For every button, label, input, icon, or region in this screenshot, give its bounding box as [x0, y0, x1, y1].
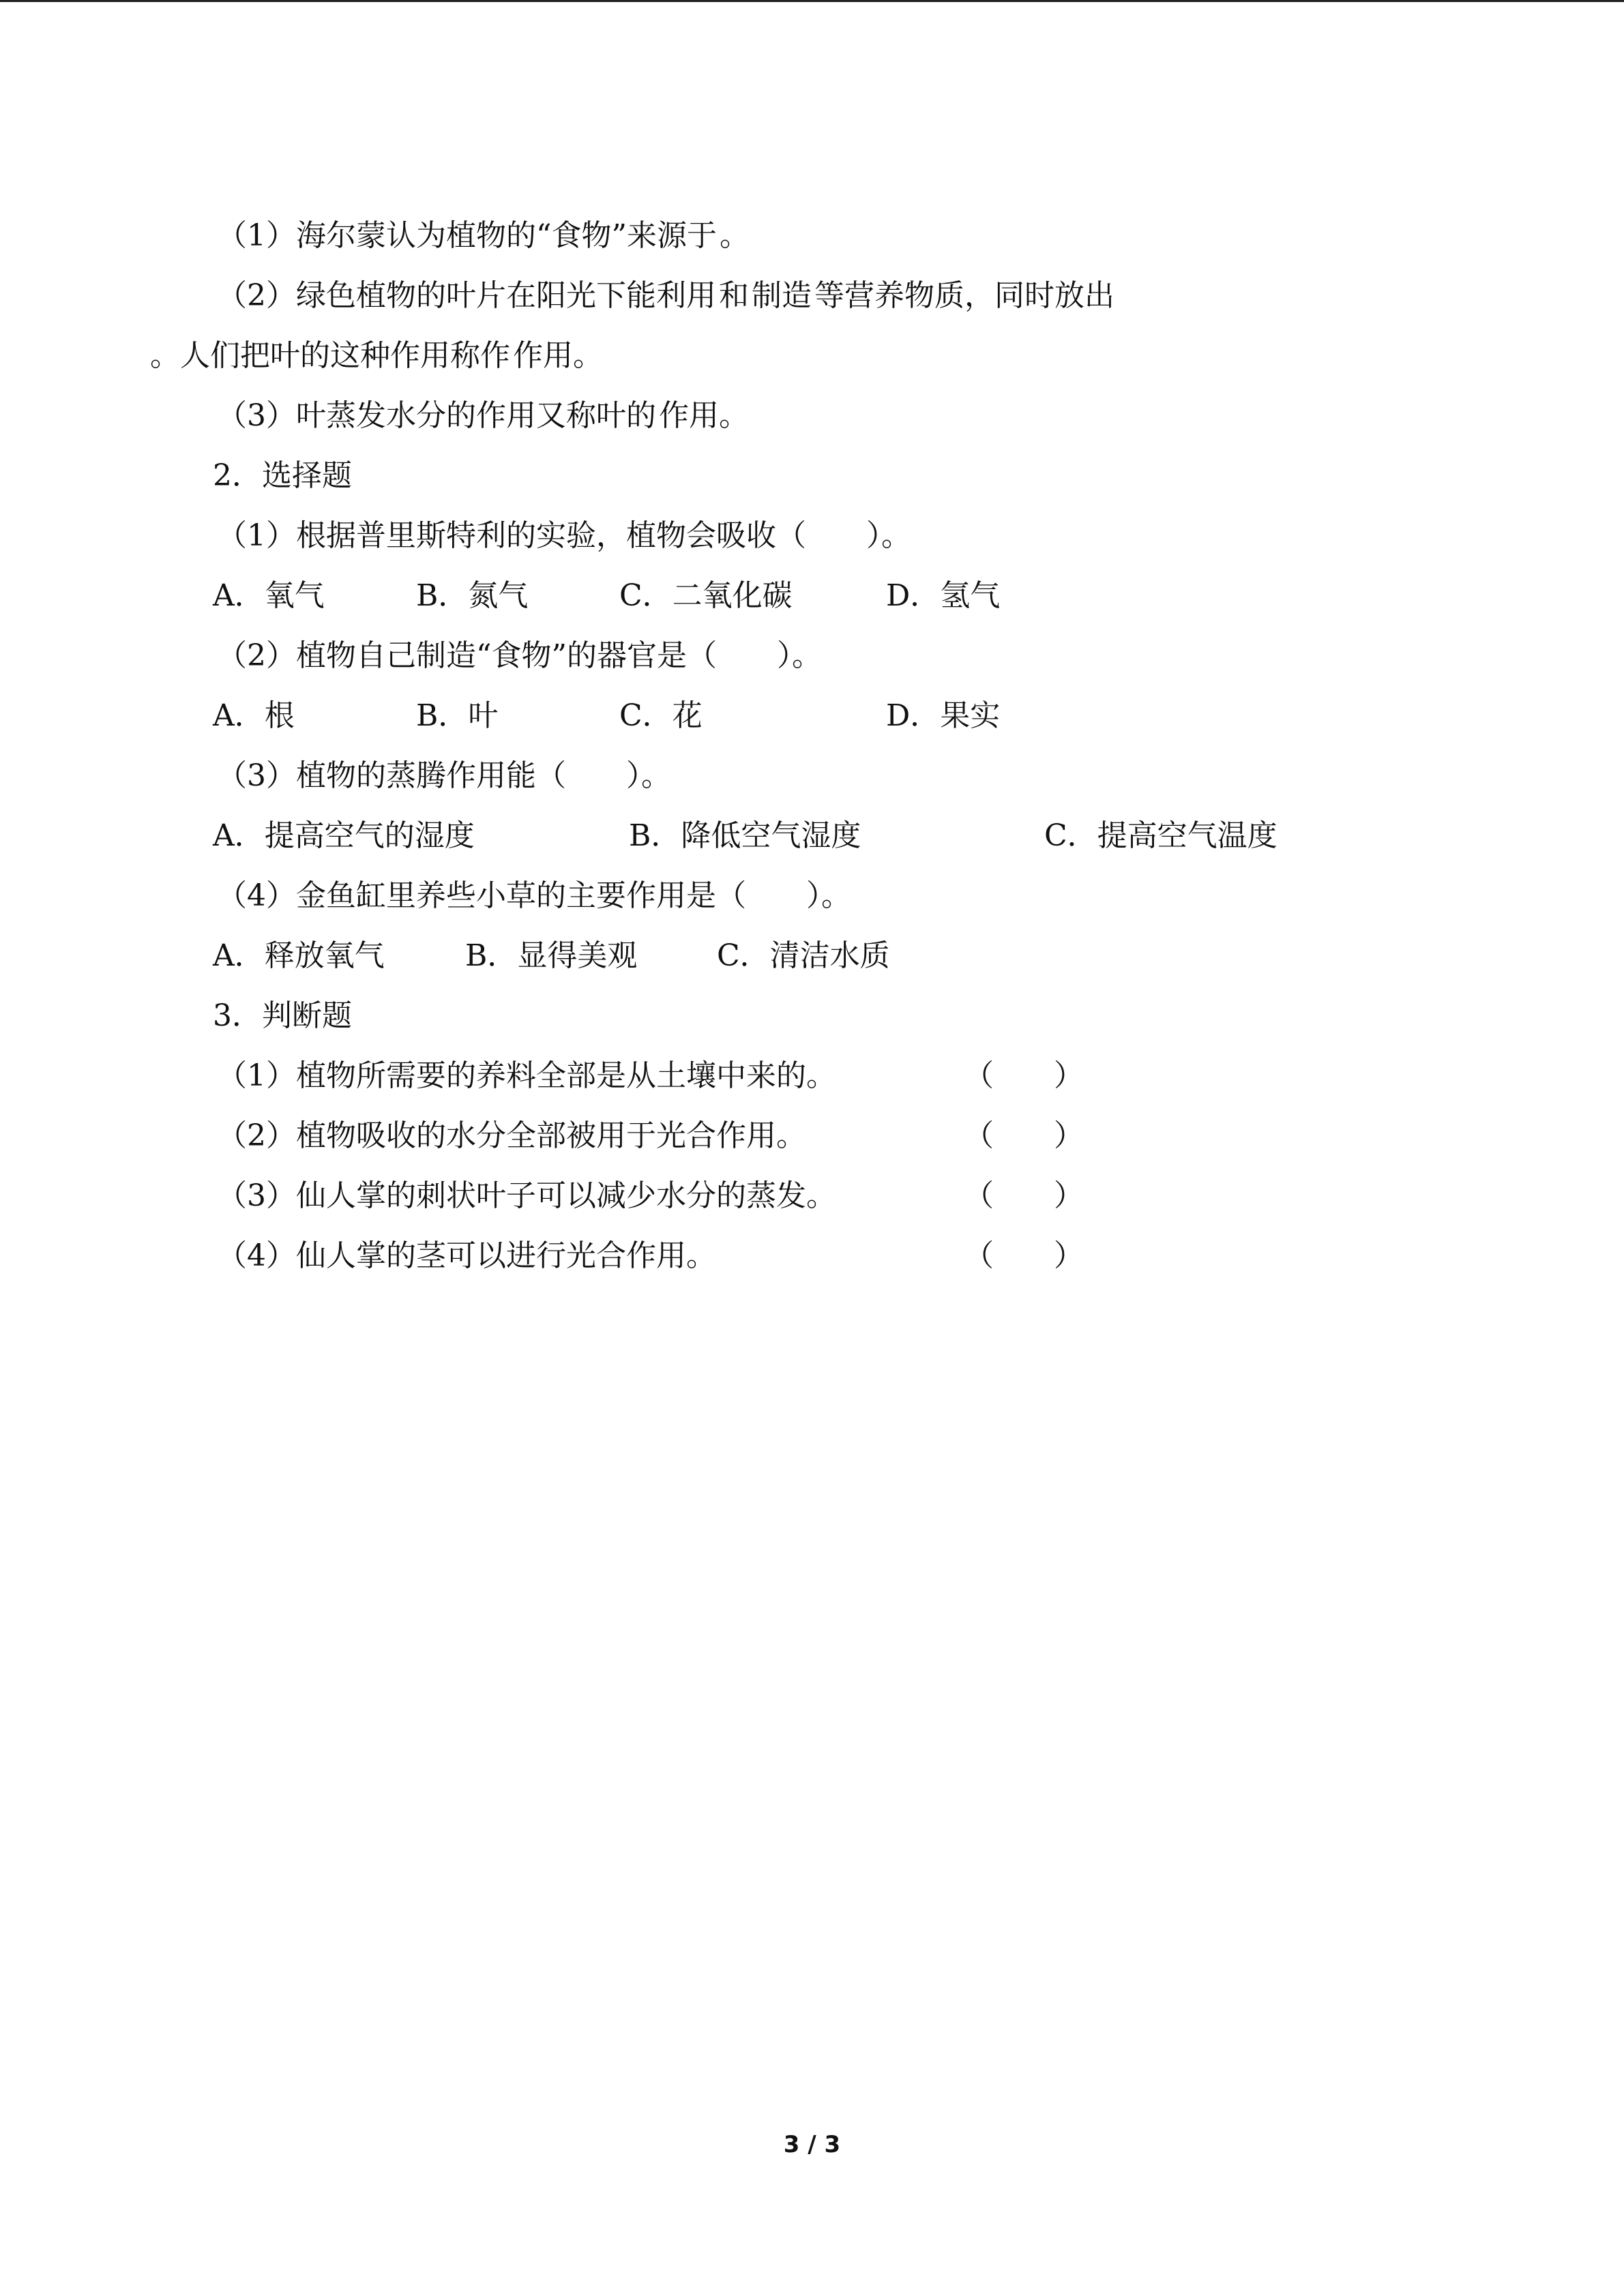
choice-q1-option-b[interactable]: B．氮气	[416, 578, 529, 613]
judge-answer-3[interactable]: （ ）	[964, 1178, 1084, 1213]
choice-q4-stem: （4）金鱼缸里养些小草的主要作用是（ ）。	[217, 878, 851, 913]
fill-q1-end: 。	[719, 218, 750, 253]
judge-answer-2[interactable]: （ ）	[964, 1118, 1084, 1153]
fill-q1	[217, 215, 750, 256]
choice-q2-option-b[interactable]: B．叶	[416, 698, 499, 733]
choice-q2-option-d[interactable]: D．果实	[886, 698, 1001, 733]
page-number: 3 / 3	[783, 2131, 841, 2158]
fill-q3	[217, 396, 749, 436]
judge-answer-4[interactable]: （ ）	[964, 1238, 1084, 1273]
top-border	[0, 0, 1624, 2]
fill-q2-and: 和	[719, 278, 749, 313]
choice-q3-option-b[interactable]: B．降低空气湿度	[629, 818, 861, 853]
choice-q1-option-a[interactable]: A．氧气	[213, 578, 325, 613]
choice-q2-option-a[interactable]: A．根	[213, 698, 295, 733]
choice-q1-option-d[interactable]: D．氢气	[886, 578, 1001, 613]
fill-q1-text: （1）海尔蒙认为植物的“食物”来源于	[217, 218, 717, 253]
fill-q2-make: 制造	[752, 278, 812, 313]
fill-q2-text: （2）绿色植物的叶片在阳光下能利用	[217, 278, 716, 313]
choice-q3-option-a[interactable]: A．提高空气的湿度	[213, 818, 475, 853]
fill-q3-text: （3）叶蒸发水分的作用又称叶的	[217, 398, 656, 433]
judge-item-3: （3）仙人掌的刺状叶子可以减少水分的蒸发。	[217, 1178, 836, 1213]
choice-q1-option-c[interactable]: C．二氧化碳	[619, 578, 793, 613]
fill-q2-rest: 等营养物质，同时放出	[814, 278, 1114, 313]
judge-item-4: （4）仙人掌的茎可以进行光合作用。	[217, 1238, 716, 1273]
judge-item-2: （2）植物吸收的水分全部被用于光合作用。	[217, 1118, 806, 1153]
choice-q4-option-b[interactable]: B．显得美观	[465, 938, 638, 973]
choice-q2-option-c[interactable]: C．花	[619, 698, 703, 733]
fill-q2-line1	[217, 275, 1114, 316]
choice-q3-stem: （3）植物的蒸腾作用能（ ）。	[217, 758, 671, 793]
fill-q2-line2-text: 。人们把叶的这种作用称作	[150, 338, 510, 373]
section-heading-judge: 3．判断题	[213, 998, 352, 1033]
choice-q4-option-a[interactable]: A．释放氧气	[213, 938, 385, 973]
judge-item-1: （1）植物所需要的养料全部是从土壤中来的。	[217, 1058, 836, 1093]
fill-q2-line2	[147, 336, 603, 376]
section-heading-choice: 2．选择题	[213, 458, 352, 493]
choice-q1-stem: （1）根据普里斯特利的实验，植物会吸收（ ）。	[217, 518, 911, 553]
fill-q3-end: 作用。	[659, 398, 749, 433]
choice-q4-option-c[interactable]: C．清洁水质	[717, 938, 890, 973]
choice-q2-stem: （2）植物自己制造“食物”的器官是（ ）。	[217, 638, 822, 673]
choice-q3-option-c[interactable]: C．提高空气温度	[1044, 818, 1278, 853]
judge-answer-1[interactable]: （ ）	[964, 1058, 1084, 1093]
fill-q2-line2-end: 作用。	[513, 338, 603, 373]
